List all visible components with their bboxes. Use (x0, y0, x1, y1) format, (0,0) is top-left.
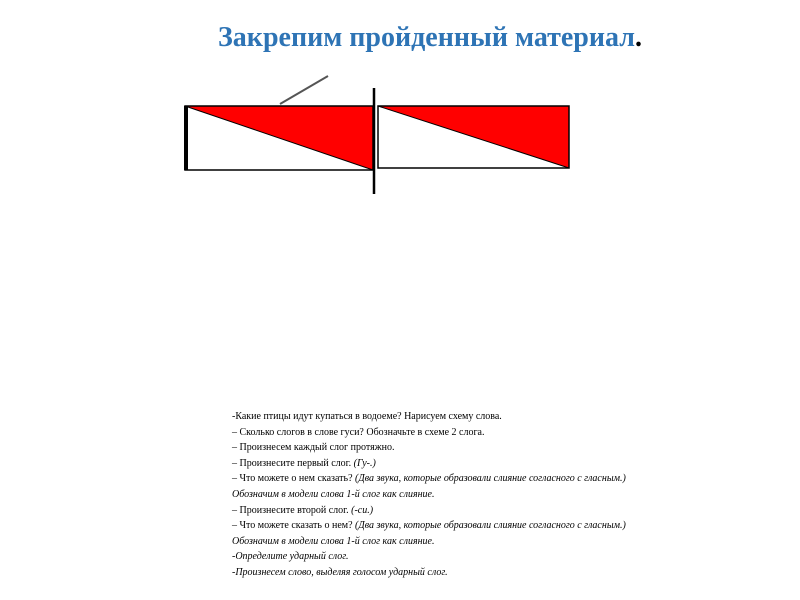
note-answer: (Гу-.) (353, 457, 376, 469)
lesson-notes (232, 409, 772, 581)
stress-mark (280, 76, 328, 104)
note-line (232, 456, 772, 472)
note-line (232, 518, 772, 534)
note-answer: (-си.) (351, 504, 374, 516)
slide-title (0, 22, 800, 54)
note-line (232, 471, 772, 487)
title-text: Закрепим пройденный материал (218, 22, 635, 53)
note-question: – Произнесите первый слог. (232, 457, 354, 469)
note-question: – Что можете сказать о нем? (232, 520, 356, 532)
note-answer: (Два звука, которые образовали слияние согласного с гласным.) (355, 520, 626, 532)
syllable-block-2 (378, 106, 569, 168)
note-question: – Произнесите второй слог. (232, 504, 352, 516)
note-line: Обозначим в модели слова 1-й слог как слияние. (232, 488, 435, 500)
note-line: -Определите ударный слог. (232, 551, 349, 563)
note-answer: (Два звука, которые образовали слияние согласного с гласным.) (355, 473, 626, 485)
word-scheme (175, 70, 575, 200)
note-line: -Произнесем слово, выделяя голосом ударный слог. (232, 566, 448, 578)
note-line: Обозначим в модели слова 1-й слог как слияние. (232, 535, 435, 547)
syllable-block-1 (185, 106, 373, 170)
note-line: -Какие птицы идут купаться в водоеме? Нарисуем схему слова. (232, 411, 502, 422)
note-line: – Сколько слогов в слове гуси? Обозначьте в схеме 2 слога. (232, 426, 485, 438)
note-question: – Что можете о нем сказать? (232, 473, 356, 485)
title-dot: . (634, 22, 642, 53)
note-line: – Произнесем каждый слог протяжно. (232, 442, 395, 454)
note-line (232, 503, 772, 519)
